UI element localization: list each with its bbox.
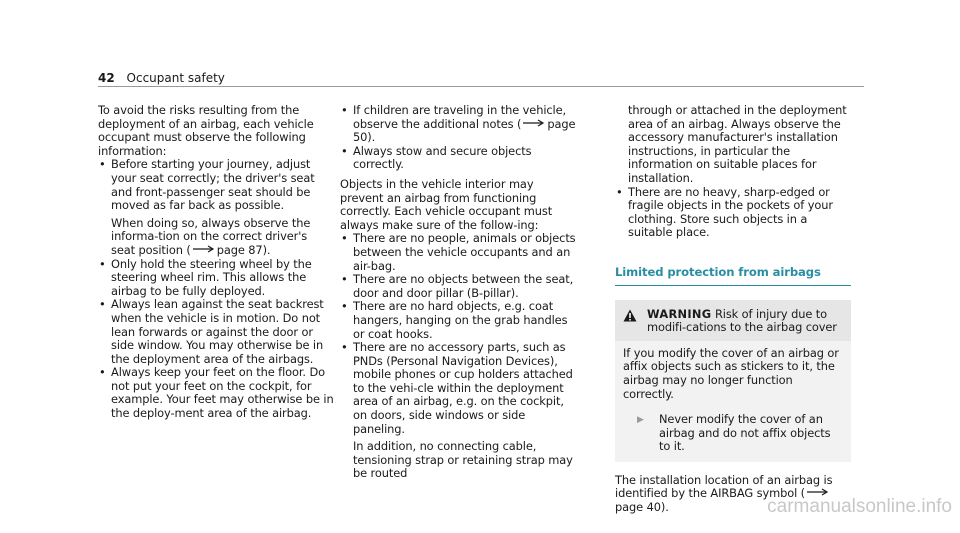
list-item [340, 145, 576, 172]
warning-step-text: Never modify the cover of an airbag and do not affix objects to it. [659, 412, 831, 454]
page-reference-arrow-icon [523, 119, 545, 127]
list-item-text: • There are no heavy, sharp-edged or fragile objects in the pockets of your clothing. Store such objects in a suitable place. [628, 184, 833, 240]
column-3 [615, 104, 851, 515]
warning-title [647, 308, 843, 335]
list-item-text: • There are no hard objects, e.g. coat hangers, hanging on the grab handles or coat hooks. [353, 299, 568, 341]
list-item [340, 341, 576, 481]
list-item-text: • Always keep your feet on the floor. Do not put your feet on the cockpit, for example. Your feet may otherwise be in the deploy-ment area of the airbag. [111, 365, 334, 421]
page-link[interactable]: page 87). [216, 242, 271, 257]
intro-paragraph: To avoid the risks resulting from the deployment of an airbag, each vehicle occupant must observe the following information: [98, 103, 314, 158]
column-1 [98, 104, 334, 421]
page-header [98, 71, 225, 85]
warning-body [615, 341, 851, 462]
list-item [340, 300, 576, 341]
list-item [340, 273, 576, 300]
list-item [98, 366, 334, 420]
list-item [98, 158, 334, 257]
page-link[interactable]: page 50). [353, 116, 576, 145]
list-item [98, 258, 334, 299]
list-item-text: • There are no accessory parts, such as PNDs (Personal Navigation Devices), mobile phones or cup holders attached to the vehi-cle within the deployment area of an airbag, e.g. on the cockpit, on doors, side windows or side paneling. [353, 340, 573, 436]
list-item [340, 104, 576, 145]
body-paragraph: Objects in the vehicle interior may prevent an airbag from functioning correctly. Each vehicle occupant must always make sure of the follow-ing: [340, 176, 553, 232]
list-item-text: • Always stow and secure objects correctly. [353, 143, 532, 172]
list-item-text: • If children are traveling in the vehicle, observe the additional notes ( page 50). [353, 103, 576, 145]
list-item-text: • Only hold the steering wheel by the steering wheel rim. This allows the airbag to be fully deployed. [111, 256, 312, 298]
list-item [615, 186, 851, 240]
bullet-list [340, 104, 576, 172]
continued-text: through or attached in the deployment area of an airbag. Always observe the accessory manufacturer's installation instructions, in particular the information on suitable places for installation. [628, 103, 847, 185]
warning-text: If you modify the cover of an airbag or affix objects such as stickers to it, the airbag may no longer function correctly. [623, 345, 839, 401]
list-item [98, 298, 334, 366]
warning-triangle-icon [623, 309, 637, 322]
page-reference-arrow-icon [193, 245, 215, 253]
body-paragraph: The installation location of an airbag is identified by the AIRBAG symbol (page 40). [615, 472, 833, 515]
header-rule [98, 86, 864, 87]
bullet-list [340, 232, 576, 481]
play-arrow-icon: ▶ [637, 415, 644, 426]
section-title: Occupant safety [126, 71, 225, 85]
page-number: 42 [98, 71, 115, 85]
list-item-text: • Always lean against the seat backrest when the vehicle is in motion. Do not lean forwards or against the door or side window. You may otherwise be in the deployment area of the airbags. [111, 297, 324, 366]
watermark: carmanualsonline.info [767, 496, 952, 517]
list-item-text: In addition, no connecting cable, tensioning strap or retaining strap may be routed [353, 439, 573, 481]
list-item-text: • There are no objects between the seat, door and door pillar (B-pillar). [353, 272, 574, 300]
warning-box [615, 300, 851, 462]
list-item-text: • There are no people, animals or objects between the vehicle occupants and an air-bag. [353, 231, 576, 273]
bullet-list [615, 186, 851, 240]
bullet-list [98, 158, 334, 420]
warning-label: WARNING [647, 306, 712, 321]
page-link[interactable]: page 40). [615, 500, 669, 515]
warning-title-text: Risk of injury due to modifi-cations to the airbag cover [647, 306, 837, 335]
list-item-text: When doing so, always observe the informa-tion on the correct driver's seat position ( page 87). [111, 215, 311, 257]
list-item-text: • Before starting your journey, adjust your seat correctly; the driver's seat and front-passenger seat should be moved as far back as possible. [111, 157, 315, 213]
warning-step [623, 413, 843, 454]
warning-header [615, 300, 851, 341]
list-item [340, 232, 576, 273]
column-2 [340, 104, 576, 481]
section-heading: Limited protection from airbags [615, 266, 851, 286]
